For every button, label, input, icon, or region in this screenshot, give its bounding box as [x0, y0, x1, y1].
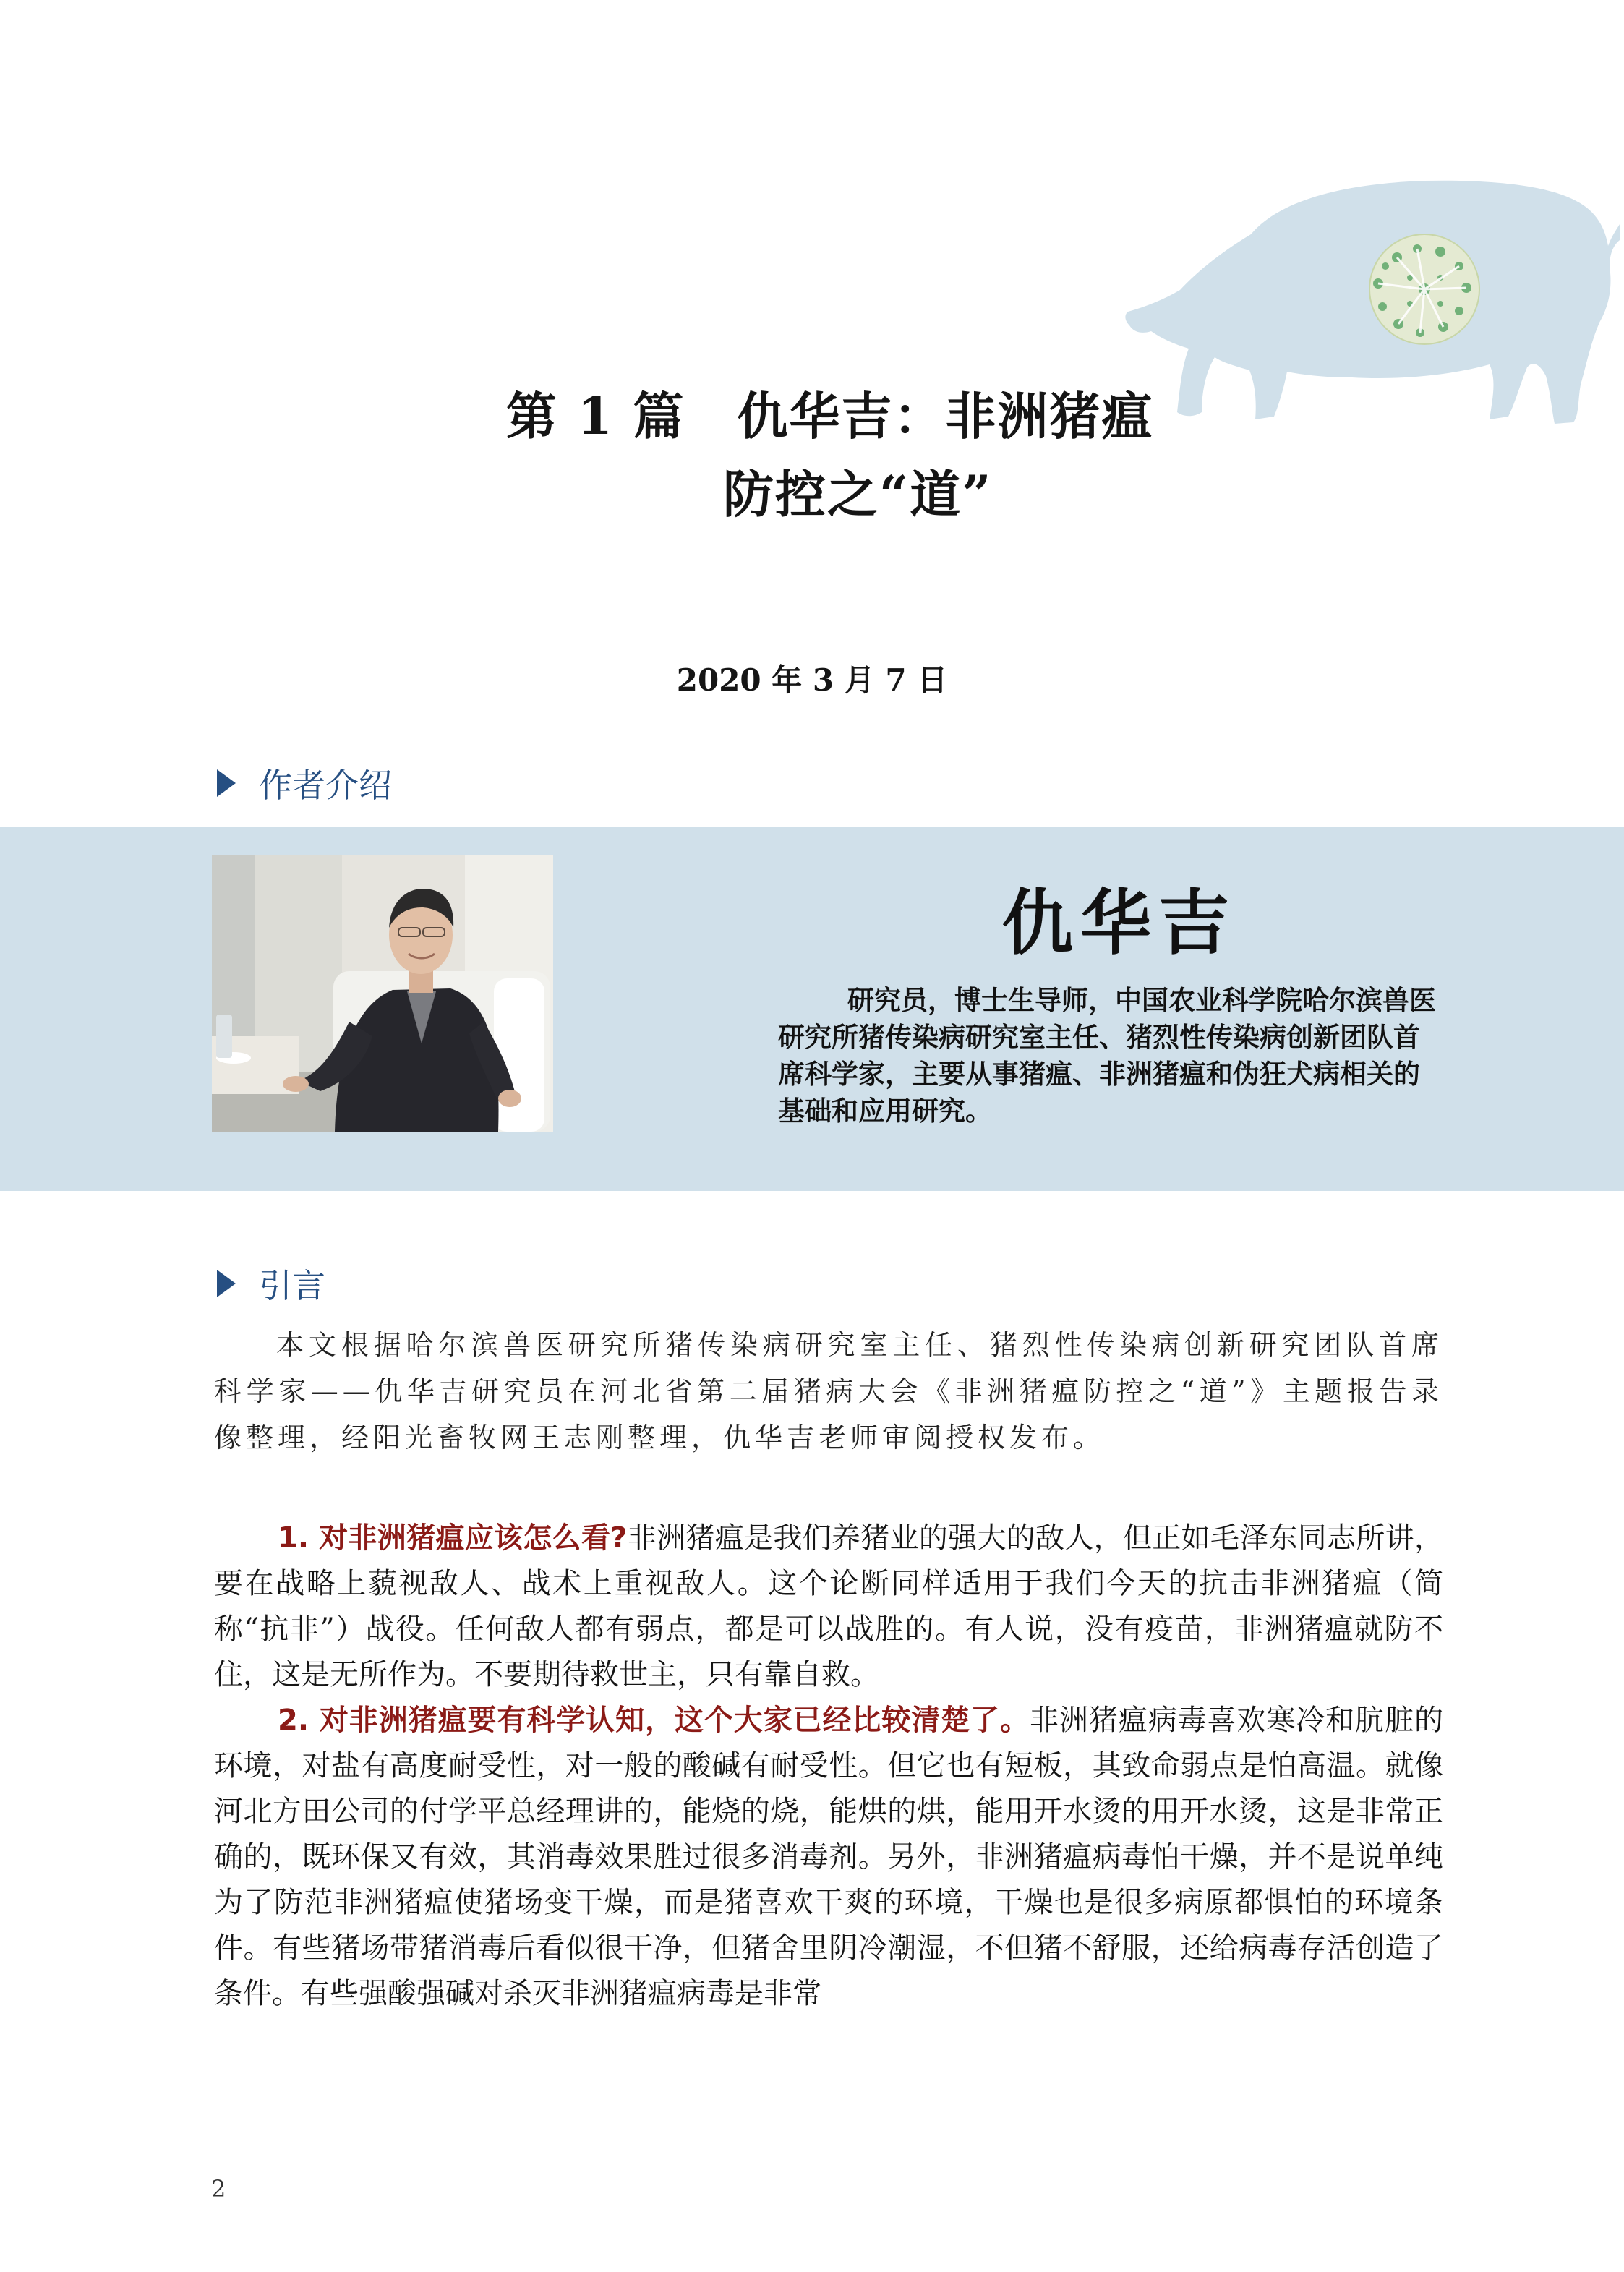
intro-paragraph	[214, 1322, 1443, 1461]
author-photo-illustration	[212, 855, 553, 1132]
triangle-bullet-icon	[217, 769, 236, 797]
author-photo	[212, 855, 553, 1132]
chapter-title-line-2: 防控之“道”	[723, 464, 993, 524]
chapter-title-line-1: 第 1 篇 仇华吉：非洲猪瘟	[506, 386, 1154, 446]
paragraph-lead-1: 1. 对非洲猪瘟应该怎么看?	[278, 1521, 628, 1555]
section-heading-intro-label: 引言	[259, 1266, 325, 1305]
intro-text: 本文根据哈尔滨兽医研究所猪传染病研究室主任、猪烈性传染病创新研究团队首席科学家——仇华吉研究员在河北省第二届猪病大会《非洲猪瘟防控之“道”》主题报告录像整理，经阳光畜牧网王志刚整理，仇华吉老师审阅授权发布。	[214, 1329, 1443, 1453]
body-paragraph-1	[214, 1516, 1443, 1698]
pig-silhouette-illustration	[1114, 171, 1620, 445]
publication-date: 2020 年 3 月 7 日	[676, 662, 948, 698]
section-heading-author	[217, 759, 392, 807]
page-number: 2	[211, 2175, 226, 2203]
author-bio-text: 研究员，博士生导师，中国农业科学院哈尔滨兽医研究所猪传染病研究室主任、猪烈性传染病创新团队首席科学家，主要从事猪瘟、非洲猪瘟和伪狂犬病相关的基础和应用研究。	[778, 985, 1436, 1127]
section-heading-intro	[217, 1260, 325, 1307]
author-bio	[778, 982, 1443, 1129]
triangle-bullet-icon	[217, 1270, 236, 1297]
paragraph-text-2: 非洲猪瘟病毒喜欢寒冷和肮脏的环境，对盐有高度耐受性，对一般的酸碱有耐受性。但它也有短板，其致命弱点是怕高温。就像河北方田公司的付学平总经理讲的，能烧的烧，能烘的烘，能用开水烫的用开水烫，这是非常正确的，既环保又有效，其消毒效果胜过很多消毒剂。另外，非洲猪瘟病毒怕干燥，并不是说单纯为了防范非洲猪瘟使猪场变干燥，而是猪喜欢干爽的环境，干燥也是很多病原都惧怕的环境条件。有些猪场带猪消毒后看似很干净，但猪舍里阴冷潮湿，不但猪不舒服，还给病毒存活创造了条件。有些强酸强碱对杀灭非洲猪瘟病毒是非常	[214, 1704, 1444, 2010]
section-heading-author-label: 作者介绍	[259, 766, 392, 805]
article-body	[214, 1516, 1443, 2017]
paragraph-text-1: 非洲猪瘟是我们养猪业的强大的敌人，但正如毛泽东同志所讲，要在战略上藐视敌人、战术上重视敌人。这个论断同样适用于我们今天的抗击非洲猪瘟（简称“抗非”）战役。任何敌人都有弱点，都是可以战胜的。有人说，没有疫苗，非洲猪瘟就防不住，这是无所作为。不要期待救世主，只有靠自救。	[214, 1521, 1444, 1691]
body-paragraph-2	[214, 1698, 1443, 2017]
author-name: 仇华吉	[1002, 882, 1237, 965]
paragraph-lead-2: 2. 对非洲猪瘟要有科学认知，这个大家已经比较清楚了。	[278, 1704, 1030, 1737]
